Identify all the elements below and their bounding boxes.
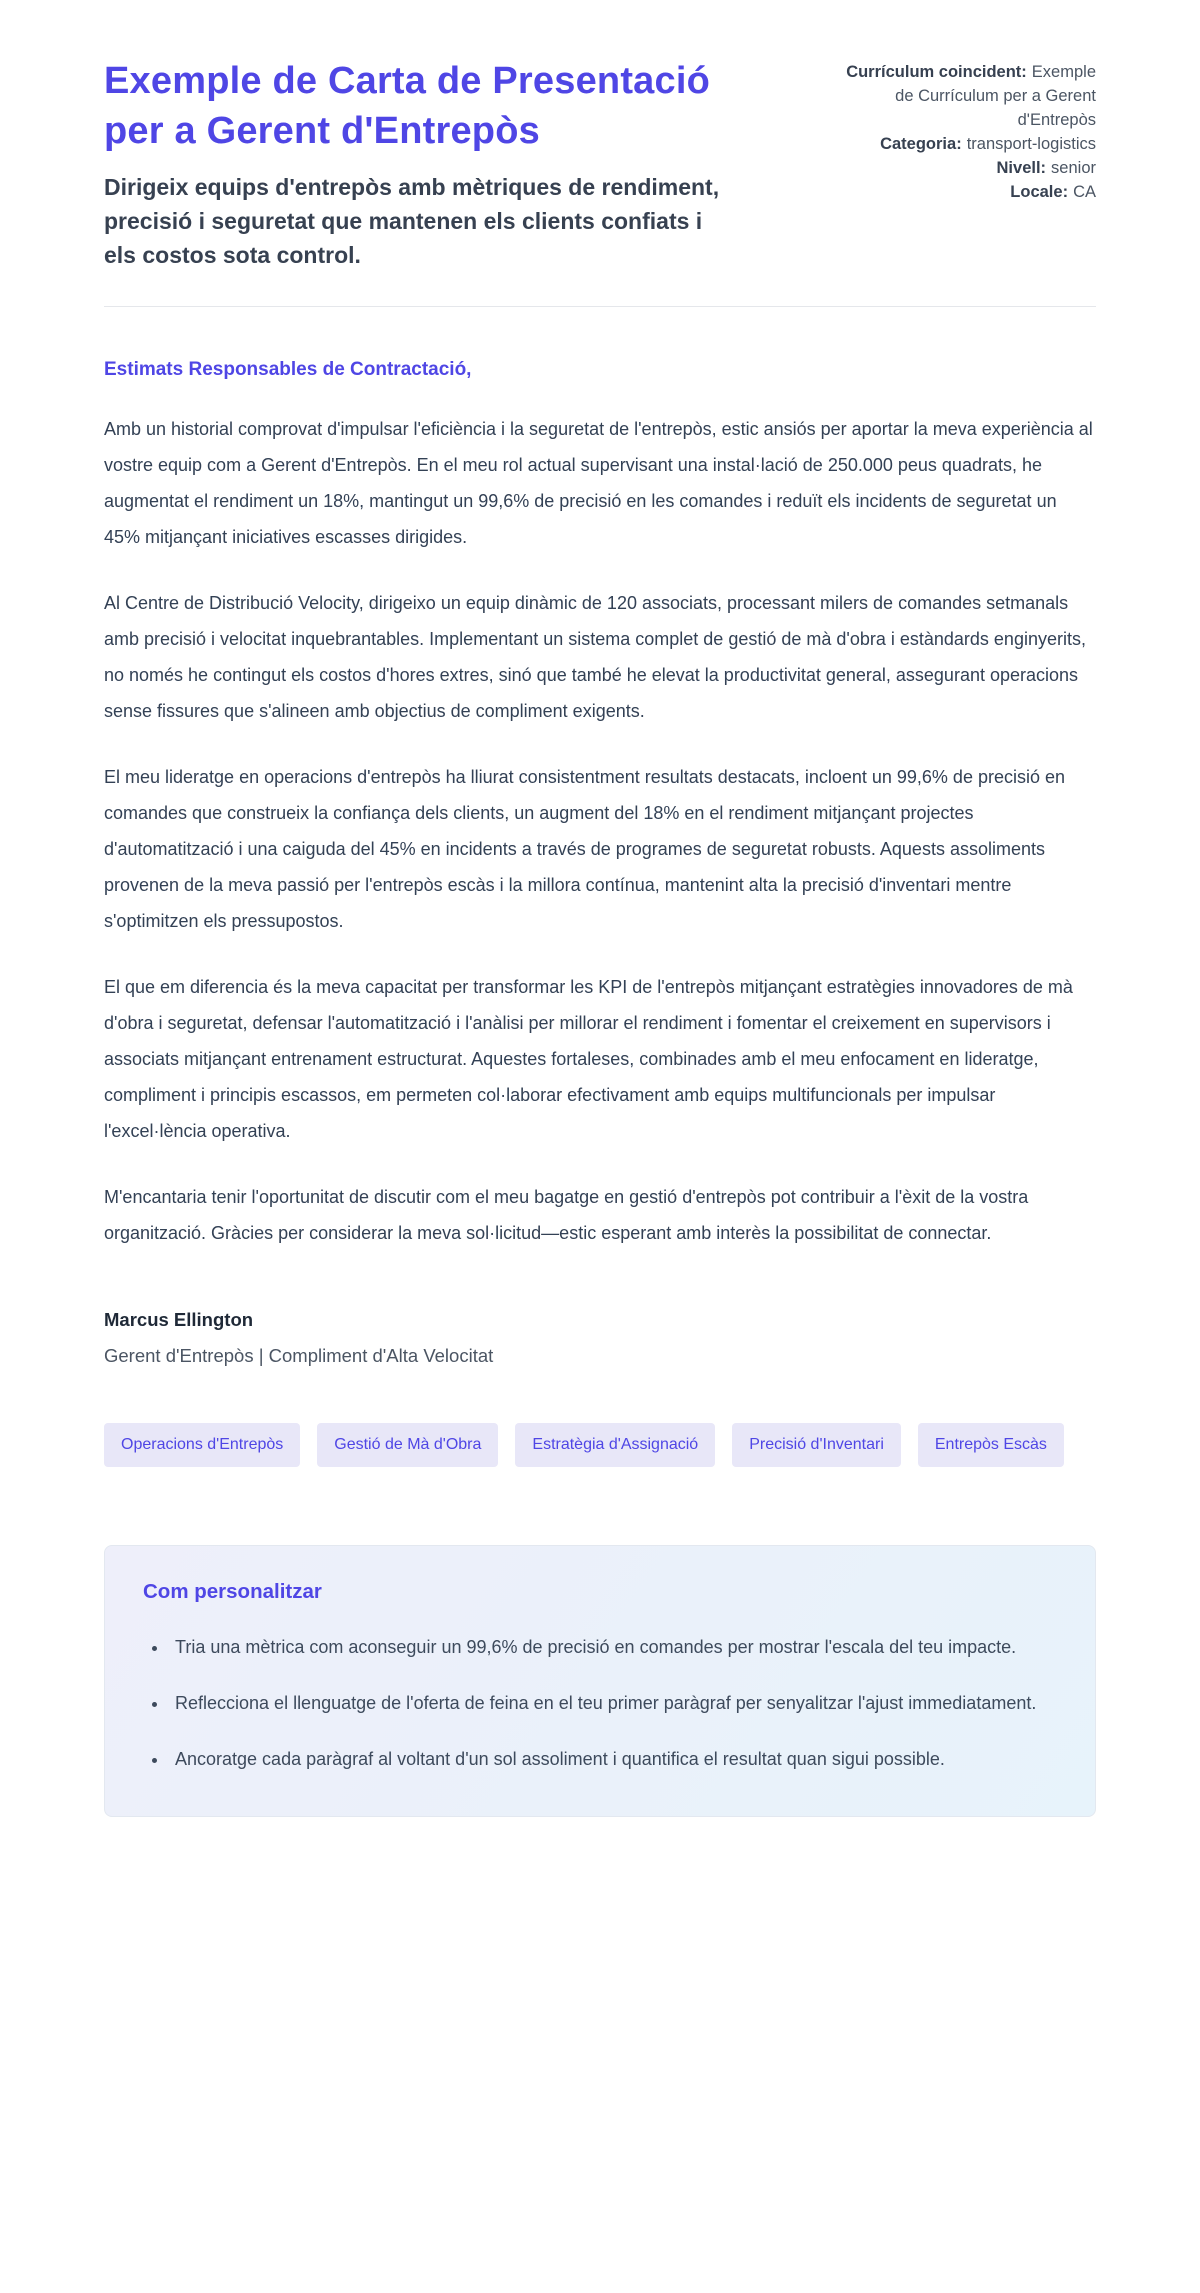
signature-block	[104, 1309, 1096, 1367]
tag-precisio-inventari[interactable]: Precisió d'Inventari	[732, 1423, 901, 1467]
page-title: Exemple de Carta de Presentació per a Gerent d'Entrepòs	[104, 60, 711, 152]
tips-heading: Com personalitzar	[143, 1580, 322, 1603]
letter-paragraph: Amb un historial comprovat d'impulsar l'eficiència i la seguretat de l'entrepòs, estic ansiós per aportar la meva experiència al vostre equip com a Gerent d'Entrepòs. En el meu rol actual supervisant una instal·lació de 250.000 peus quadrats, he augmentat el rendiment un 18%, mantingut un 99,6% de precisió en les comandes i reduït els incidents de seguretat un 45% mitjançant iniciatives escasses dirigides.	[104, 419, 1093, 547]
personalize-tips-box	[104, 1545, 1096, 1817]
letter-greeting: Estimats Responsables de Contractació,	[104, 359, 472, 380]
letter-paragraph: El que em diferencia és la meva capacitat per transformar les KPI de l'entrepòs mitjançant estratègies innovadores de mà d'obra i seguretat, defensar l'automatització i l'anàlisi per millorar el rendiment i fomentar el creixement en supervisors i associats mitjançant entrenament estructurat. Aquestes fortaleses, combinades amb el meu enfocament en lideratge, compliment i principis escassos, em permeten col·laborar efectivament amb equips multifuncionals per impulsar l'excel·lència operativa.	[104, 977, 1073, 1141]
meta-label: Categoria:	[880, 135, 962, 153]
meta-label: Nivell:	[996, 159, 1047, 177]
page-header	[104, 56, 1096, 272]
signature-name: Marcus Ellington	[104, 1309, 254, 1330]
cover-letter-page	[88, 0, 1112, 1887]
tag-gestio-ma-obra[interactable]: Gestió de Mà d'Obra	[317, 1423, 498, 1467]
meta-row-category	[846, 132, 1096, 156]
tag-estrategia-assignacio[interactable]: Estratègia d'Assignació	[515, 1423, 715, 1467]
meta-value: Exemple de Currículum per a Gerent d'Entrepòs	[895, 63, 1096, 129]
tip-item: • Ancoratge cada paràgraf al voltant d'un sol assoliment i quantifica el resultat quan sigui possible.	[169, 1742, 1059, 1776]
resume-meta-panel	[846, 56, 1096, 204]
page-subtitle: Dirigeix equips d'entrepòs amb mètriques de rendiment, precisió i seguretat que mantenen els clients confiats i els costos sota control.	[104, 174, 720, 268]
meta-value: senior	[1051, 159, 1096, 177]
meta-row-level	[846, 156, 1096, 180]
meta-label: Currículum coincident:	[846, 63, 1027, 81]
tips-list	[143, 1630, 1059, 1776]
tip-item: • Tria una mètrica com aconseguir un 99,6% de precisió en comandes per mostrar l'escala del teu impacte.	[169, 1630, 1059, 1664]
meta-value: transport-logistics	[966, 135, 1096, 153]
meta-value: CA	[1073, 183, 1096, 201]
letter-paragraph: Al Centre de Distribució Velocity, dirigeixo un equip dinàmic de 120 associats, processant milers de comandes setmanals amb precisió i velocitat inquebrantables. Implementant un sistema complet de gestió de mà d'obra i estàndards enginyerits, no només he contingut els costos d'hores extres, sinó que també he elevat la productivitat general, assegurant operacions sense fissures que s'alineen amb objectius de compliment exigents.	[104, 593, 1086, 721]
letter-paragraph: El meu lideratge en operacions d'entrepòs ha lliurat consistentment resultats destacats, incloent un 99,6% de precisió en comandes que construeix la confiança dels clients, un augment del 18% en el rendiment mitjançant projectes d'automatització i una caiguda del 45% en incidents a través de programes de seguretat robusts. Aquests assoliments provenen de la meva passió per l'entrepòs escàs i la millora contínua, mantenint alta la precisió d'inventari mentre s'optimitzen els pressupostos.	[104, 767, 1065, 931]
letter-body	[104, 359, 1096, 1817]
meta-row-matching-resume	[846, 60, 1096, 132]
tag-entrepos-escas[interactable]: Entrepòs Escàs	[918, 1423, 1064, 1467]
header-title-block	[104, 56, 724, 272]
skill-tags	[104, 1423, 1096, 1467]
letter-paragraph: M'encantaria tenir l'oportunitat de discutir com el meu bagatge en gestió d'entrepòs pot contribuir a l'èxit de la vostra organització. Gràcies per considerar la meva sol·licitud—estic esperant amb interès la possibilitat de connectar.	[104, 1187, 1029, 1243]
meta-label: Locale:	[1010, 183, 1069, 201]
tip-item: • Reflecciona el llenguatge de l'oferta de feina en el teu primer paràgraf per senyalitzar l'ajust immediatament.	[169, 1686, 1059, 1720]
header-divider	[104, 306, 1096, 307]
meta-row-locale	[846, 180, 1096, 204]
signature-role: Gerent d'Entrepòs | Compliment d'Alta Velocitat	[104, 1345, 494, 1366]
tag-operacions-entrepos[interactable]: Operacions d'Entrepòs	[104, 1423, 300, 1467]
